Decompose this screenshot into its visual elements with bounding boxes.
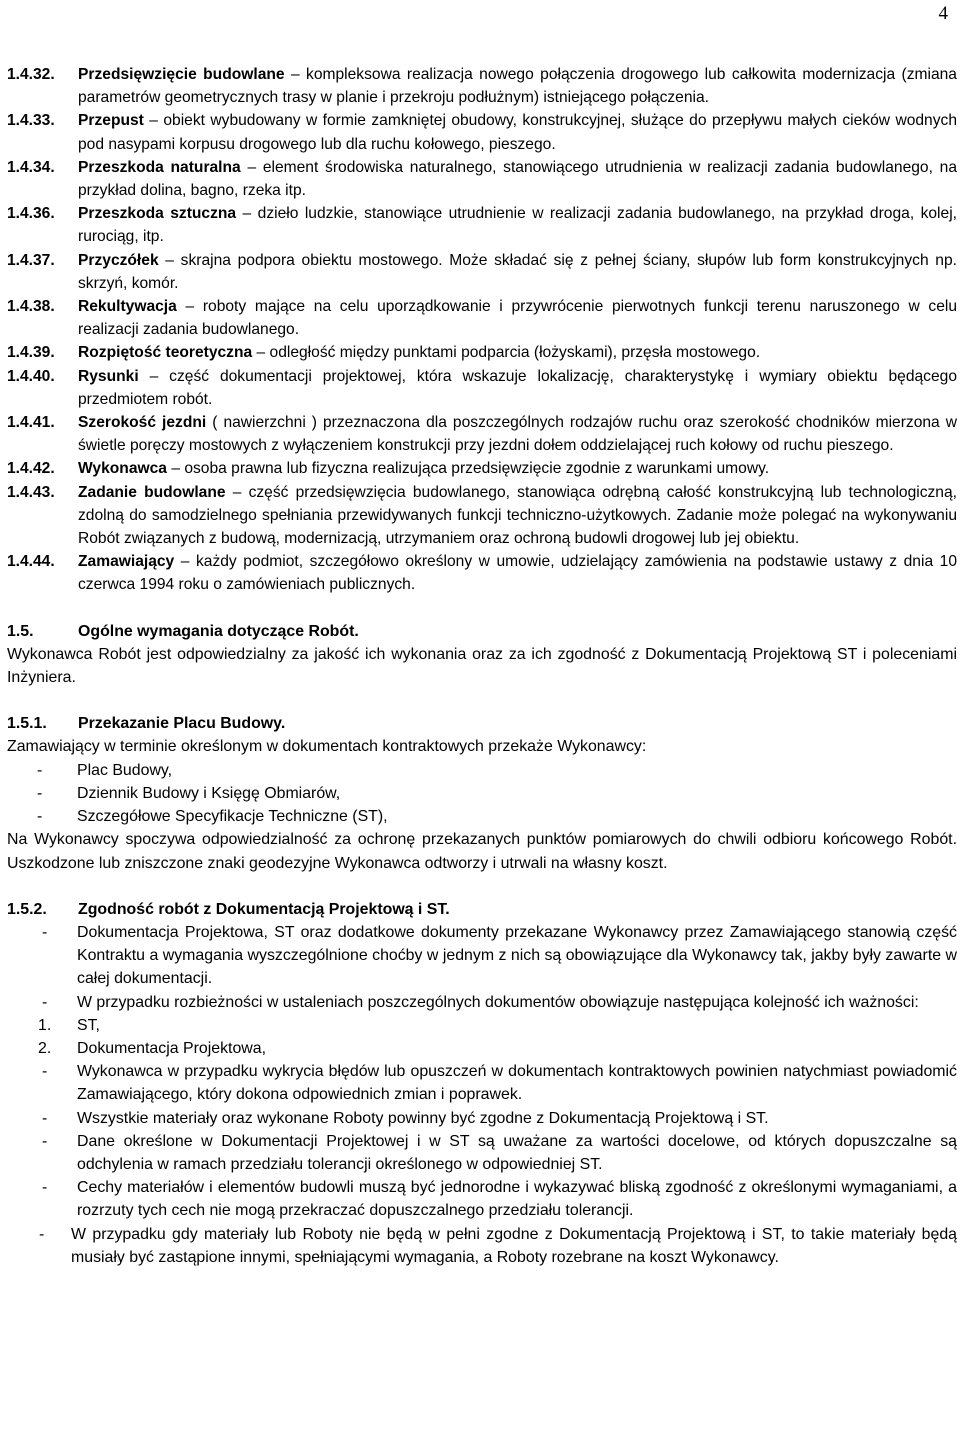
list-item-text: Wykonawca w przypadku wykrycia błędów lub opuszczeń w dokumentach kontraktowych powinien natychmiast powiadomić Zamawiającego, który dokona odpowiednich zmian i poprawek.	[77, 1063, 957, 1104]
definition-number: 1.4.33.	[7, 112, 55, 130]
list-item	[7, 1223, 957, 1269]
ordered-marker: 1.	[38, 1016, 52, 1034]
list-item	[7, 1107, 957, 1130]
definition-text: – część przedsięwzięcia budowlanego, stanowiąca odrębną całość konstrukcyjną lub technologiczną, zdolną do samodzielnego spełniania przewidywanych funkcji techniczno-użytkowych. Zadanie może polegać na wykonywaniu Robót związanych z budową, modernizacją, utrzymaniem oraz ochroną budowli drogowej lub jej obiektu.	[78, 483, 957, 548]
definition-number: 1.4.38.	[7, 298, 55, 316]
list-item	[7, 759, 957, 782]
section-number: 1.5.2.	[7, 900, 47, 918]
definition-term: Zadanie budowlane	[78, 483, 226, 501]
section-title: Zgodność robót z Dokumentacją Projektową i ST.	[78, 900, 450, 918]
definition-text: – obiekt wybudowany w formie zamkniętej obudowy, konstrukcyjnej, służące do przepływu małych cieków wodnych pod nasypami korpusu drogowego lub dla ruchu kołowego, pieszego.	[78, 112, 957, 153]
definition-text: – skrajna podpora obiektu mostowego. Może składać się z pełnej ściany, słupów lub form konstrukcyjnych np. skrzyń, komór.	[78, 251, 957, 292]
definition-text: – osoba prawna lub fizyczna realizująca przedsięwzięcie zgodnie z warunkami umowy.	[166, 460, 770, 478]
definition-term: Zamawiający	[78, 553, 175, 571]
definition-term: Przepust	[78, 112, 144, 130]
list-item-text: W przypadku gdy materiały lub Roboty nie będą w pełni zgodne z Dokumentacją Projektową i ST, to takie materiały będą musiały być zastąpione innymi, spełniającymi wymagania, a Roboty rozebrane na koszt Wykonawcy.	[71, 1225, 957, 1266]
section-title: Przekazanie Placu Budowy.	[78, 715, 286, 733]
page-number: 4	[938, 3, 948, 24]
list-item	[7, 991, 957, 1014]
definition-1-4-42	[7, 457, 957, 480]
definition-number: 1.4.43.	[7, 483, 55, 501]
ordered-item	[7, 1037, 957, 1060]
definition-number: 1.4.40.	[7, 367, 55, 385]
section-paragraph: Na Wykonawcy spoczywa odpowiedzialność za ochronę przekazanych punktów pomiarowych do chwili odbioru końcowego Robót. Uszkodzone lub zniszczone znaki geodezyjne Wykonawca odtworzy i utrwali na własny koszt.	[7, 831, 957, 872]
definition-term: Przyczółek	[78, 251, 159, 269]
definition-term: Przedsięwzięcie budowlane	[78, 66, 285, 83]
document-body	[7, 63, 957, 1269]
definition-term: Przeszkoda sztuczna	[78, 205, 237, 223]
definition-term: Rysunki	[78, 367, 139, 385]
definition-1-4-41	[7, 411, 957, 457]
section-number: 1.5.	[7, 622, 34, 640]
ordered-item	[7, 1014, 957, 1037]
list-item	[7, 921, 957, 991]
list-item	[7, 1176, 957, 1222]
bullet-marker: -	[42, 1109, 48, 1127]
bullet-marker: -	[39, 1225, 45, 1243]
bullet-marker: -	[42, 1063, 48, 1081]
definition-number: 1.4.37.	[7, 251, 55, 269]
ordered-item-text: ST,	[77, 1016, 100, 1034]
definition-1-4-33	[7, 109, 957, 155]
bullet-marker: -	[42, 993, 48, 1011]
list-item	[7, 782, 957, 805]
section-number: 1.5.1.	[7, 715, 47, 733]
definition-1-4-43	[7, 481, 957, 551]
section-heading-1-5	[7, 620, 957, 643]
list-item-text: Dziennik Budowy i Księgę Obmiarów,	[77, 784, 341, 802]
section-heading-1-5-2	[7, 898, 957, 921]
definition-number: 1.4.44.	[7, 553, 55, 571]
section-paragraph: Wykonawca Robót jest odpowiedzialny za jakość ich wykonania oraz za ich zgodność z Dokumentacją Projektową ST i poleceniami Inżyniera.	[7, 645, 957, 687]
bullet-marker: -	[42, 1179, 48, 1197]
section-intro: Zamawiający w terminie określonym w dokumentach kontraktowych przekaże Wykonawcy:	[7, 738, 647, 756]
definition-1-4-34	[7, 156, 957, 202]
definition-1-4-40	[7, 365, 957, 411]
list-item	[7, 1060, 957, 1106]
section-title: Ogólne wymagania dotyczące Robót.	[78, 622, 359, 640]
definition-1-4-39	[7, 341, 957, 364]
definition-text: – dzieło ludzkie, stanowiące utrudnienie w realizacji zadania budowlanego, na przykład droga, kolej, rurociąg, itp.	[78, 205, 957, 246]
list-item-text: Dane określone w Dokumentacji Projektowej i w ST są uważane za wartości docelowe, od których dopuszczalne są odchylenia w ramach przedziału tolerancji określonego w odpowiedniej ST.	[77, 1132, 957, 1173]
definition-text: – odległość między punktami podparcia (łożyskami), przęsła mostowego.	[252, 344, 761, 362]
list-item	[7, 1130, 957, 1176]
list-item-text: Szczegółowe Specyfikacje Techniczne (ST),	[77, 808, 388, 826]
definition-1-4-44	[7, 550, 957, 596]
definition-text: ( nawierzchni ) przeznaczona dla poszczególnych rodzajów ruchu oraz szerokość chodników mierzona w świetle poręczy mostowych z wyłączeniem konstrukcji przy jezdni dołem oddzielającej ruch kołowy od ruchu pieszego.	[78, 414, 958, 455]
list-item	[7, 805, 957, 828]
definition-number: 1.4.36.	[7, 205, 55, 223]
bullet-marker: -	[37, 784, 43, 802]
ordered-marker: 2.	[38, 1039, 52, 1057]
bullet-marker: -	[37, 761, 43, 779]
definition-term: Rekultywacja	[78, 298, 177, 316]
definition-text: – kompleksowa realizacja nowego połączenia drogowego lub całkowita modernizacja (zmiana parametrów geometrycznych trasy w planie i przekroju podłużnym) istniejącego połączenia.	[78, 66, 957, 107]
definition-term: Szerokość jezdni	[78, 414, 207, 432]
list-item-text: Dokumentacja Projektowa, ST oraz dodatkowe dokumenty przekazane Wykonawcy przez Zamawiającego stanowią część Kontraktu a wymagania wyszczególnione choćby w jednym z nich są obowiązujące dla Wykonawcy tak, jakby były zawarte w całej dokumentacji.	[77, 923, 957, 988]
list-item-text: W przypadku rozbieżności w ustaleniach poszczególnych dokumentów obowiązuje następująca kolejność ich ważności:	[77, 993, 919, 1011]
definition-text: – część dokumentacji projektowej, która wskazuje lokalizację, charakterystykę i wymiary obiektu będącego przedmiotem robót.	[78, 367, 957, 408]
definition-term: Rozpiętość teoretyczna	[78, 344, 253, 362]
definition-term: Przeszkoda naturalna	[78, 158, 241, 176]
definition-number: 1.4.32.	[7, 66, 55, 83]
definition-text: – roboty mające na celu uporządkowanie i przywrócenie pierwotnych funkcji terenu naruszonego w celu realizacji zadania budowlanego.	[78, 298, 957, 339]
definition-number: 1.4.42.	[7, 460, 55, 478]
ordered-item-text: Dokumentacja Projektowa,	[77, 1039, 267, 1057]
definition-number: 1.4.39.	[7, 344, 55, 362]
definition-text: – element środowiska naturalnego, stanowiącego utrudnienia w realizacji zadania budowlanego, na przykład dolina, bagno, rzeka itp.	[78, 158, 958, 200]
bullet-marker: -	[42, 923, 48, 941]
definition-number: 1.4.41.	[7, 414, 55, 432]
list-item-text: Wszystkie materiały oraz wykonane Roboty powinny być zgodne z Dokumentacją Projektową i ST.	[77, 1109, 769, 1127]
bullet-marker: -	[37, 808, 43, 826]
list-item-text: Plac Budowy,	[77, 761, 173, 779]
definition-1-4-32	[7, 63, 957, 109]
definition-term: Wykonawca	[78, 460, 167, 478]
bullet-marker: -	[42, 1132, 48, 1150]
definition-number: 1.4.34.	[7, 158, 55, 176]
definition-1-4-36	[7, 202, 957, 248]
list-item-text: Cechy materiałów i elementów budowli muszą być jednorodne i wykazywać bliską zgodność z określonymi wymaganiami, a rozrzuty tych cech nie mogą przekraczać dopuszczalnego przedziału tolerancji.	[77, 1179, 957, 1220]
definition-text: – każdy podmiot, szczegółowo określony w umowie, udzielający zamówienia na podstawie ustawy z dnia 10 czerwca 1994 roku o zamówieniach publicznych.	[78, 553, 957, 594]
definition-1-4-38	[7, 295, 957, 341]
section-heading-1-5-1	[7, 712, 957, 735]
definition-1-4-37	[7, 249, 957, 295]
